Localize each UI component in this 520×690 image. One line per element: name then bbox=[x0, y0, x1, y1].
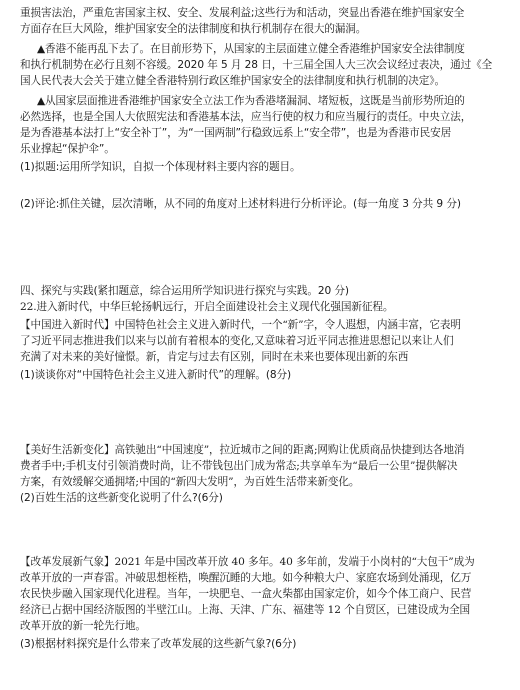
passage-line: 国人民代表大会关于建立健全香港特别行政区维护国家安全的法律制度和执行机制的决定》。 bbox=[20, 75, 445, 87]
material-line: 【改革发展新气象】2021 年是中国改革开放 40 多年。40 多年前，发端于小岗村的“大包干”成为 bbox=[20, 556, 475, 568]
passage-line: 重损害法治，严重危害国家主权、安全、发展利益;这些行为和活动，突显出香港在维护国家安全 bbox=[20, 7, 465, 19]
material-line: 改革开放的新一轮先行地。 bbox=[20, 620, 146, 632]
passage-line: 是为香港基本法打上“安全补丁”，为“一国两制”行稳致远系上“安全带”，也是为香港市民安居 bbox=[20, 127, 452, 139]
subquestion-2: (2)百姓生活的这些新变化说明了什么?(6分) bbox=[20, 492, 223, 504]
section-heading: 四、探究与实践(紧扣题意，综合运用所学知识进行探究与实践。20 分) bbox=[20, 285, 349, 297]
subquestion-1: (1)谈谈你对“中国特色社会主义进入新时代”的理解。(8分) bbox=[20, 369, 292, 381]
material-line: 【中国进入新时代】中国特色社会主义进入新时代，一个“新”字，令人遐想，内涵丰富，它表明 bbox=[20, 319, 461, 331]
material-line: 方案，有效缓解交通拥堵;中国的“新四大发明”，为百姓生活带来新变化。 bbox=[20, 476, 360, 488]
material-line: 经济已占据中国经济版图的半壁江山。上海、天津、广东、福建等 12 个自贸区，已建设成为全国 bbox=[20, 604, 471, 616]
passage-line: ▲从国家层面推进香港维护国家安全立法工作为香港堵漏洞、堵短板，这既是当前形势所迫的 bbox=[37, 95, 465, 107]
question-22: 22.进入新时代，中华巨轮扬帆远行，开启全面建设社会主义现代化强国新征程。 bbox=[20, 301, 394, 313]
passage-line: 和执行机制势在必行且刻不容缓。2020 年 5 月 28 日，十三届全国人大三次会议经过表决，通过《全 bbox=[20, 59, 493, 71]
question-1: (1)拟题:运用所学知识，自拟一个体现材料主要内容的题目。 bbox=[20, 161, 301, 173]
subquestion-3: (3)根据材料探究是什么带来了改革发展的这些新气象?(6分) bbox=[20, 638, 297, 650]
material-line: 改革开放的一声春雷。冲破思想桎梏，唤醒沉睡的大地。如今种粮大户、家庭农场到处涌现，亿万 bbox=[20, 572, 472, 584]
material-line: 费者手中;手机支付引领消费时尚，让不带钱包出门成为常态;共享单车为“最后一公里”提供解决 bbox=[20, 460, 458, 472]
material-line: 【美好生活新变化】高铁驰出“中国速度”，拉近城市之间的距离;网购让优质商品快捷到达各地消 bbox=[20, 444, 465, 456]
passage-line: 必然选择，也是全国人大依照宪法和香港基本法，应当行使的权力和应当履行的责任。中央立法， bbox=[20, 111, 472, 123]
passage-line: 乐业撑起“保护伞”。 bbox=[20, 143, 115, 155]
question-2: (2)评论:抓住关键，层次清晰，从不同的角度对上述材料进行分析评论。(每一角度 3 分共 9 分) bbox=[20, 198, 461, 210]
material-line: 了习近平同志推进我们以来与以前有着根本的变化,又意味着习近平同志推进思想记以来让人们 bbox=[20, 335, 454, 347]
passage-line: 方面存在巨大风险，维护国家安全的法律制度和执行机制存在很大的漏洞。 bbox=[20, 23, 367, 35]
material-line: 充满了对未来的美好憧憬。新，肯定与过去有区别，同时在未来也要体现出新的东西 bbox=[20, 351, 409, 363]
passage-line: ▲香港不能再乱下去了。在目前形势下，从国家的主层面建立健全香港维护国家安全法律制度 bbox=[37, 43, 465, 55]
material-line: 农民快步融入国家现代化进程。当年，一块肥皂、一盒火柴都由国家定价，如今个体工商户、民营 bbox=[20, 588, 472, 600]
